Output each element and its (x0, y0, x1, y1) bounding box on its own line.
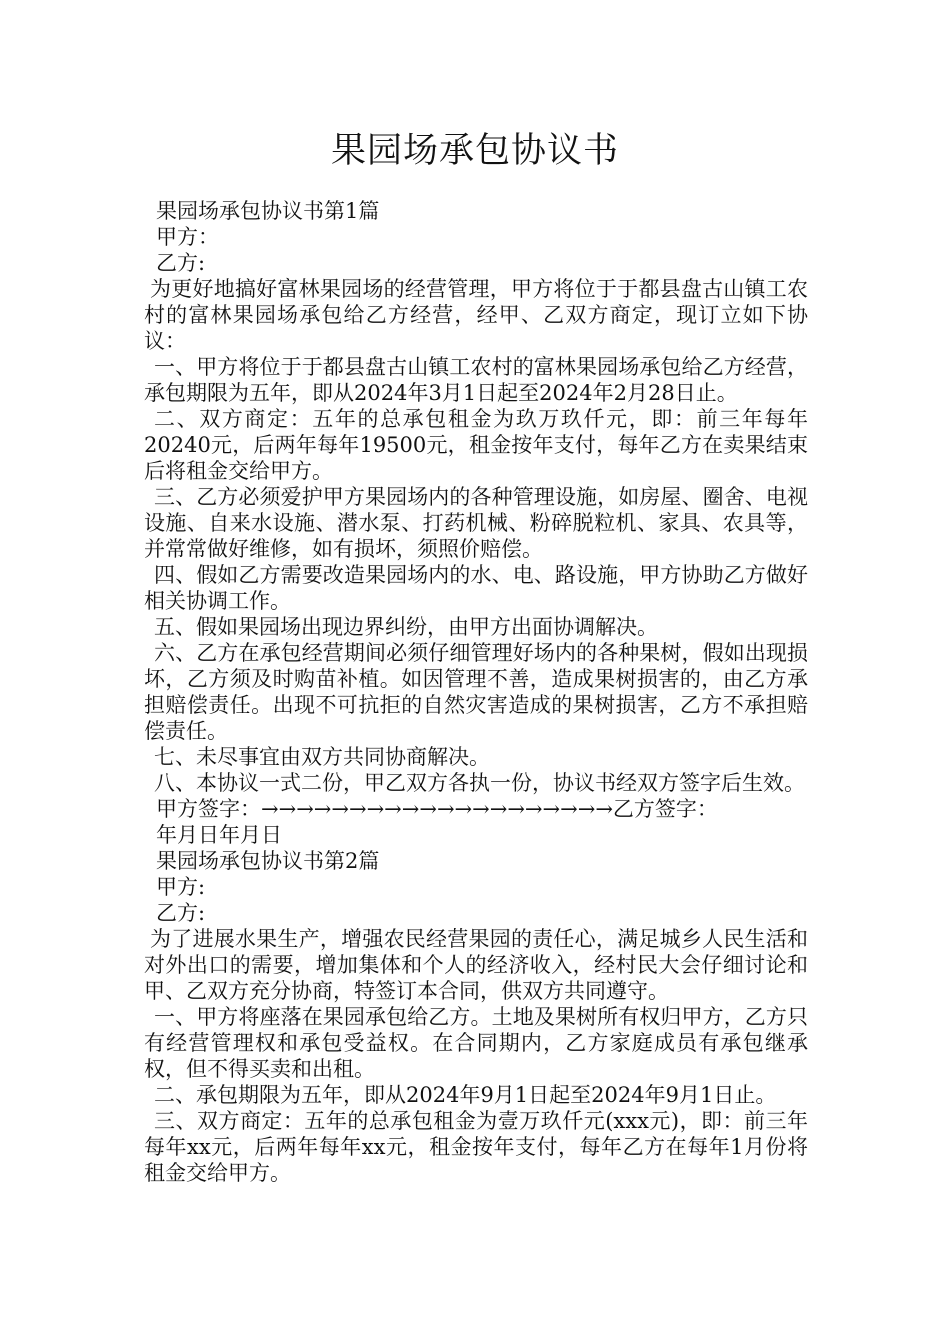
clause-8: 八、本协议一式二份，甲乙双方各执一份，协议书经双方签字后生效。 (154, 771, 805, 795)
clause-2-1: 一、甲方将座落在果园承包给乙方。土地及果树所有权归甲方，乙方只有经营管理权和承包受益权。在合同期内，乙方家庭成员有承包继承权，但不得买卖和出租。 (144, 1005, 808, 1081)
section-heading-2: 果园场承包协议书第2篇 (156, 849, 380, 873)
party-b-label-2: 乙方: (156, 901, 206, 925)
section-heading-1: 果园场承包协议书第1篇 (156, 199, 380, 223)
paragraph-preamble: 为更好地搞好富林果园场的经营管理，甲方将位于于都县盘古山镇工农村的富林果园场承包给乙方经营，经甲、乙双方商定，现订立如下协议： (144, 277, 808, 353)
clause-7: 七、未尽事宜由双方共同协商解决。 (154, 745, 490, 769)
document-title: 果园场承包协议书 (330, 131, 619, 171)
clause-4: 四、假如乙方需要改造果园场内的水、电、路设施，甲方协助乙方做好相关协调工作。 (144, 563, 808, 613)
clause-5: 五、假如果园场出现边界纠纷，由甲方出面协调解决。 (154, 615, 658, 639)
party-a-label-2: 甲方: (156, 875, 206, 899)
date-line: 年月日年月日 (156, 823, 282, 847)
clause-2-2: 二、承包期限为五年，即从2024年9月1日起至2024年9月1日止。 (154, 1083, 777, 1107)
clause-6: 六、乙方在承包经营期间必须仔细管理好场内的各种果树，假如出现损坏，乙方须及时购苗补植。如因管理不善，造成果树损害的，由乙方承担赔偿责任。出现不可抗拒的自然灾害造成的果树损害，乙方不承担赔偿责任。 (144, 641, 808, 743)
paragraph-preamble-2: 为了进展水果生产，增强农民经营果园的责任心，满足城乡人民生活和对外出口的需要，增加集体和个人的经济收入，经村民大会仔细讨论和甲、乙双方充分协商，特签订本合同，供双方共同遵守。 (144, 927, 808, 1003)
signature-line: 甲方签字：→→→→→→→→→→→→→→→→→→→→乙方签字： (156, 797, 718, 821)
clause-2-3: 三、双方商定：五年的总承包租金为壹万玖仟元(xxx元)，即：前三年每年xx元，后两年每年xx元，租金按年支付，每年乙方在每年1月份将租金交给甲方。 (144, 1109, 808, 1185)
clause-3: 三、乙方必须爱护甲方果园场内的各种管理设施，如房屋、圈舍、电视设施、自来水设施、潜水泵、打药机械、粉碎脱粒机、家具、农具等，并常常做好维修，如有损坏，须照价赔偿。 (144, 485, 808, 561)
party-a-label: 甲方： (156, 225, 219, 249)
clause-1: 一、甲方将位于于都县盘古山镇工农村的富林果园场承包给乙方经营，承包期限为五年，即从2024年3月1日起至2024年2月28日止。 (144, 355, 808, 405)
party-b-label: 乙方: (156, 251, 206, 275)
clause-2: 二、双方商定：五年的总承包租金为玖万玖仟元，即：前三年每年20240元，后两年每年19500元，租金按年支付，每年乙方在卖果结束后将租金交给甲方。 (144, 407, 808, 483)
document-body (144, 198, 808, 1186)
